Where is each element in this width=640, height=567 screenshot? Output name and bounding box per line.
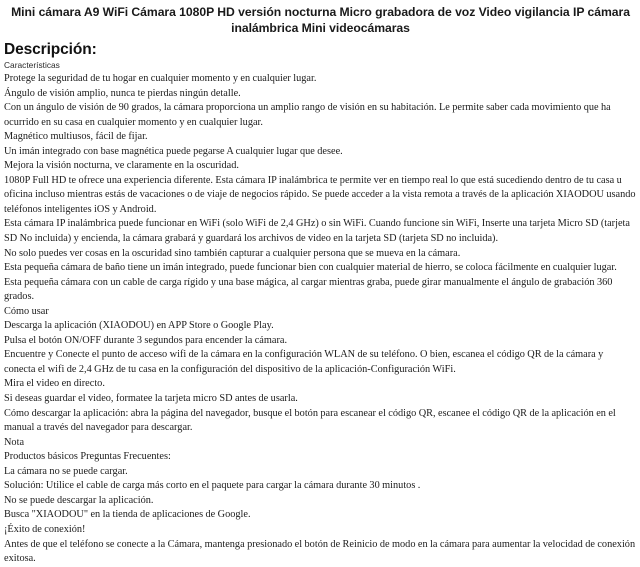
description-paragraph: No se puede descargar la aplicación. [4, 494, 154, 506]
description-paragraph: Esta cámara IP inalámbrica puede funcionar en WiFi (solo WiFi de 2,4 GHz) o sin WiFi. Cuando funcione sin WiFi, Inserte una tarjeta Micro SD (tarjeta SD No incluida) y encienda, la cámara grabará y guardará los archivos de video en la tarjeta SD (tarjeta SD no incluida). [4, 218, 630, 245]
features-label: Características [4, 60, 60, 70]
description-body [3, 72, 638, 567]
description-paragraph: Productos básicos Preguntas Frecuentes: [4, 451, 171, 463]
description-paragraph: Magnético multiusos, fácil de fijar. [4, 131, 148, 143]
description-paragraph: Cómo usar [4, 305, 49, 317]
description-paragraph: Esta pequeña cámara de baño tiene un imán integrado, puede funcionar bien con cualquier material de hierro, se coloca fácilmente en cualquier lugar. Esta pequeña cámara con un cable de carga rígido y una base mágica, al cargar mientras graba, puede girar manualmente el ángulo de grabación 360 grados. [4, 262, 617, 303]
description-paragraph: Solución: Utilice el cable de carga más corto en el paquete para cargar la cámara durante 30 minutos . [4, 480, 421, 492]
description-paragraph: Cómo descargar la aplicación: abra la página del navegador, busque el botón para escanear el código QR, escanee el código QR de la aplicación en el manual a través del navegador para descargar. [4, 407, 616, 434]
description-heading: Descripción: [4, 41, 97, 58]
description-paragraph: Ángulo de visión amplio, nunca te pierdas ningún detalle. [4, 87, 241, 99]
description-paragraph: No solo puedes ver cosas en la oscuridad sino también capturar a cualquier persona que se mueva en la cámara. [4, 247, 461, 259]
description-paragraph: Encuentre y Conecte el punto de acceso wifi de la cámara en la configuración WLAN de su teléfono. O bien, escanea el código QR de la cámara y conecta el wifi de 2,4 GHz de tu casa en la configuración del dispositivo de la aplicación-Configuración WiFi. [4, 349, 604, 375]
description-paragraph: Descarga la aplicación (XIAODOU) en APP Store o Google Play. [4, 320, 274, 332]
description-paragraph: Mira el video en directo. [4, 378, 105, 390]
description-paragraph: Con un ángulo de visión de 90 grados, la cámara proporciona un amplio rango de visión en su habitación. Le permite saber cada movimiento que ha ocurrido en su casa en cualquier momento y en cualquier lugar. [4, 102, 611, 128]
description-paragraph: Antes de que el teléfono se conecte a la Cámara, mantenga presionado el botón de Reinicio de modo en la cámara para aumentar la velocidad de conexión exitosa. [4, 538, 636, 565]
description-paragraph: ¡Éxito de conexión! [4, 523, 86, 535]
description-paragraph: Busca "XIAODOU" en la tienda de aplicaciones de Google. [4, 509, 251, 521]
description-paragraph: Pulsa el botón ON/OFF durante 3 segundos para encender la cámara. [4, 334, 288, 346]
product-title: Mini cámara A9 WiFi Cámara 1080P HD versión nocturna Micro grabadora de voz Video vigilancia IP cámara inalámbrica Mini videocámaras [11, 5, 630, 35]
description-paragraph: Mejora la visión nocturna, ve claramente en la oscuridad. [4, 160, 239, 172]
description-paragraph: Un imán integrado con base magnética puede pegarse A cualquier lugar que desee. [4, 145, 343, 157]
description-paragraph: La cámara no se puede cargar. [4, 465, 128, 477]
description-paragraph: Si deseas guardar el video, formatee la tarjeta micro SD antes de usarla. [4, 393, 298, 405]
description-paragraph: Protege la seguridad de tu hogar en cualquier momento y en cualquier lugar. [4, 73, 317, 84]
description-paragraph: Nota [4, 436, 25, 448]
description-paragraph: 1080P Full HD te ofrece una experiencia diferente. Esta cámara IP inalámbrica te permite ver en tiempo real lo que está sucediendo dentro de tu casa u oficina incluso mientras estás de vacaciones o de viaje de negocios rápido. Se puede acceder a la vista remota a través de la aplicación XIAODOU usando teléfonos inteligentes iOS y Android. [4, 174, 636, 215]
